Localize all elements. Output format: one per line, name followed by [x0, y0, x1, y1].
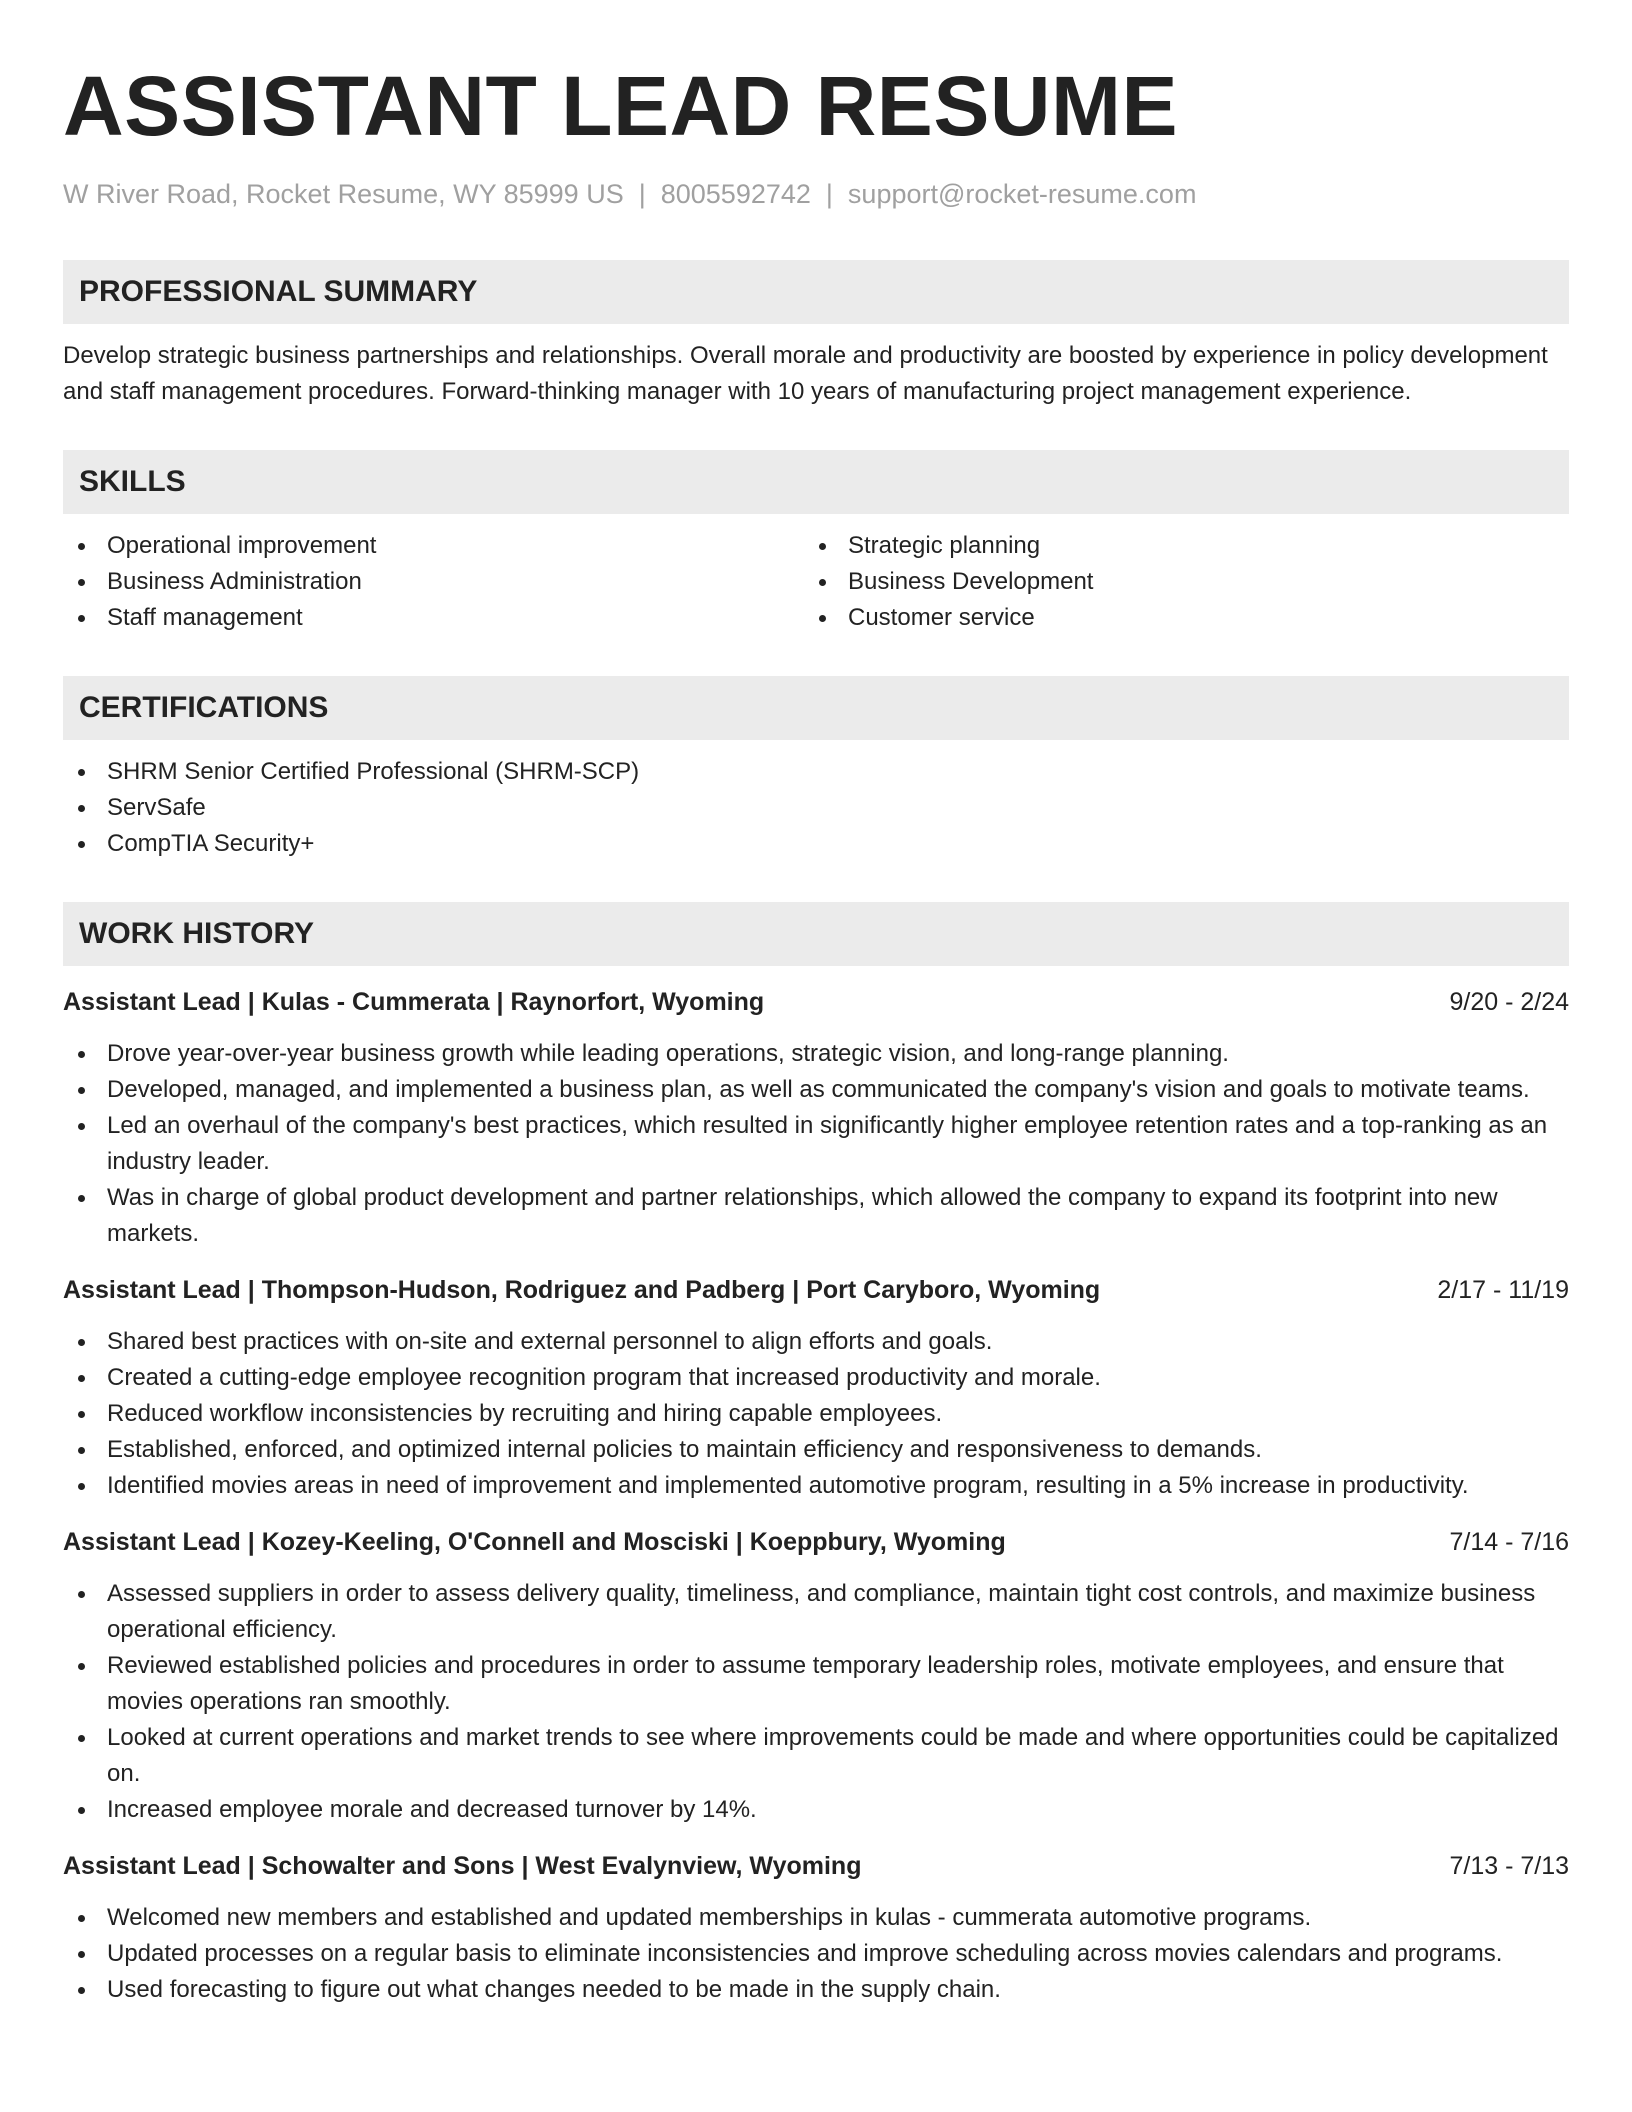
skills-column-left	[63, 528, 804, 636]
skills-heading: SKILLS	[63, 450, 1569, 514]
job-bullet: Reduced workflow inconsistencies by recruiting and hiring capable employees.	[63, 1396, 1569, 1432]
job-bullets	[63, 1036, 1569, 1252]
job-bullets	[63, 1900, 1569, 2008]
skill-item: Business Administration	[63, 564, 804, 600]
job-header	[63, 1524, 1569, 1560]
certification-item: ServSafe	[63, 790, 1569, 826]
job-entry	[63, 1848, 1569, 2008]
skill-item: Staff management	[63, 600, 804, 636]
work-history-heading: WORK HISTORY	[63, 902, 1569, 966]
job-bullet: Identified movies areas in need of improvement and implemented automotive program, resulting in a 5% increase in productivity.	[63, 1468, 1569, 1504]
certification-item: SHRM Senior Certified Professional (SHRM-SCP)	[63, 754, 1569, 790]
skill-item: Business Development	[804, 564, 1545, 600]
job-bullet: Shared best practices with on-site and external personnel to align efforts and goals.	[63, 1324, 1569, 1360]
job-bullet: Looked at current operations and market trends to see where improvements could be made and where opportunities could be capitalized on.	[63, 1720, 1569, 1792]
job-bullet: Established, enforced, and optimized internal policies to maintain efficiency and responsiveness to demands.	[63, 1432, 1569, 1468]
job-entry	[63, 1272, 1569, 1504]
job-title: Assistant Lead | Kulas - Cummerata | Raynorfort, Wyoming	[63, 988, 765, 1017]
contact-line	[63, 178, 1569, 210]
job-bullet: Drove year-over-year business growth while leading operations, strategic vision, and long-range planning.	[63, 1036, 1569, 1072]
skills-list	[63, 528, 1569, 636]
skill-item: Operational improvement	[63, 528, 804, 564]
contact-address: W River Road, Rocket Resume, WY 85999 US	[63, 179, 624, 209]
job-entry	[63, 984, 1569, 1252]
resume-title: ASSISTANT LEAD RESUME	[63, 59, 1179, 153]
contact-email: support@rocket-resume.com	[847, 179, 1197, 209]
certifications-list	[63, 754, 1569, 862]
skill-item: Strategic planning	[804, 528, 1545, 564]
job-bullet: Created a cutting-edge employee recognition program that increased productivity and morale.	[63, 1360, 1569, 1396]
job-title: Assistant Lead | Schowalter and Sons | West Evalynview, Wyoming	[63, 1852, 862, 1881]
summary-text: Develop strategic business partnerships and relationships. Overall morale and productivity are boosted by experience in policy development and staff management procedures. Forward-thinking manager with 10 years of manufacturing project management experience.	[63, 342, 1548, 406]
job-entry	[63, 1524, 1569, 1828]
job-dates: 2/17 - 11/19	[1437, 1276, 1569, 1305]
job-bullet: Updated processes on a regular basis to eliminate inconsistencies and improve scheduling across movies calendars and programs.	[63, 1936, 1569, 1972]
summary-heading: PROFESSIONAL SUMMARY	[63, 260, 1569, 324]
certifications-heading: CERTIFICATIONS	[63, 676, 1569, 740]
skill-item: Customer service	[804, 600, 1545, 636]
job-title: Assistant Lead | Kozey-Keeling, O'Connell and Mosciski | Koeppbury, Wyoming	[63, 1528, 1006, 1557]
job-header	[63, 1272, 1569, 1308]
job-dates: 9/20 - 2/24	[1449, 988, 1569, 1017]
job-dates: 7/13 - 7/13	[1449, 1852, 1569, 1881]
skills-column-right	[804, 528, 1545, 636]
job-bullet: Used forecasting to figure out what changes needed to be made in the supply chain.	[63, 1972, 1569, 2008]
contact-phone: 8005592742	[660, 179, 811, 209]
job-bullet: Was in charge of global product development and partner relationships, which allowed the company to expand its footprint into new markets.	[63, 1180, 1569, 1252]
job-bullets	[63, 1324, 1569, 1504]
job-bullet: Developed, managed, and implemented a business plan, as well as communicated the company's vision and goals to motivate teams.	[63, 1072, 1569, 1108]
contact-separator: |	[638, 179, 646, 209]
job-bullet: Assessed suppliers in order to assess delivery quality, timeliness, and compliance, maintain tight cost controls, and maximize business operational efficiency.	[63, 1576, 1569, 1648]
job-header	[63, 984, 1569, 1020]
job-bullets	[63, 1576, 1569, 1828]
job-title: Assistant Lead | Thompson-Hudson, Rodriguez and Padberg | Port Caryboro, Wyoming	[63, 1276, 1101, 1305]
certification-item: CompTIA Security+	[63, 826, 1569, 862]
job-header	[63, 1848, 1569, 1884]
job-bullet: Increased employee morale and decreased turnover by 14%.	[63, 1792, 1569, 1828]
job-dates: 7/14 - 7/16	[1449, 1528, 1569, 1557]
contact-separator: |	[825, 179, 833, 209]
job-bullet: Led an overhaul of the company's best practices, which resulted in significantly higher employee retention rates and a top-ranking as an industry leader.	[63, 1108, 1569, 1180]
job-bullet: Welcomed new members and established and updated memberships in kulas - cummerata automotive programs.	[63, 1900, 1569, 1936]
job-bullet: Reviewed established policies and procedures in order to assume temporary leadership roles, motivate employees, and ensure that movies operations ran smoothly.	[63, 1648, 1569, 1720]
